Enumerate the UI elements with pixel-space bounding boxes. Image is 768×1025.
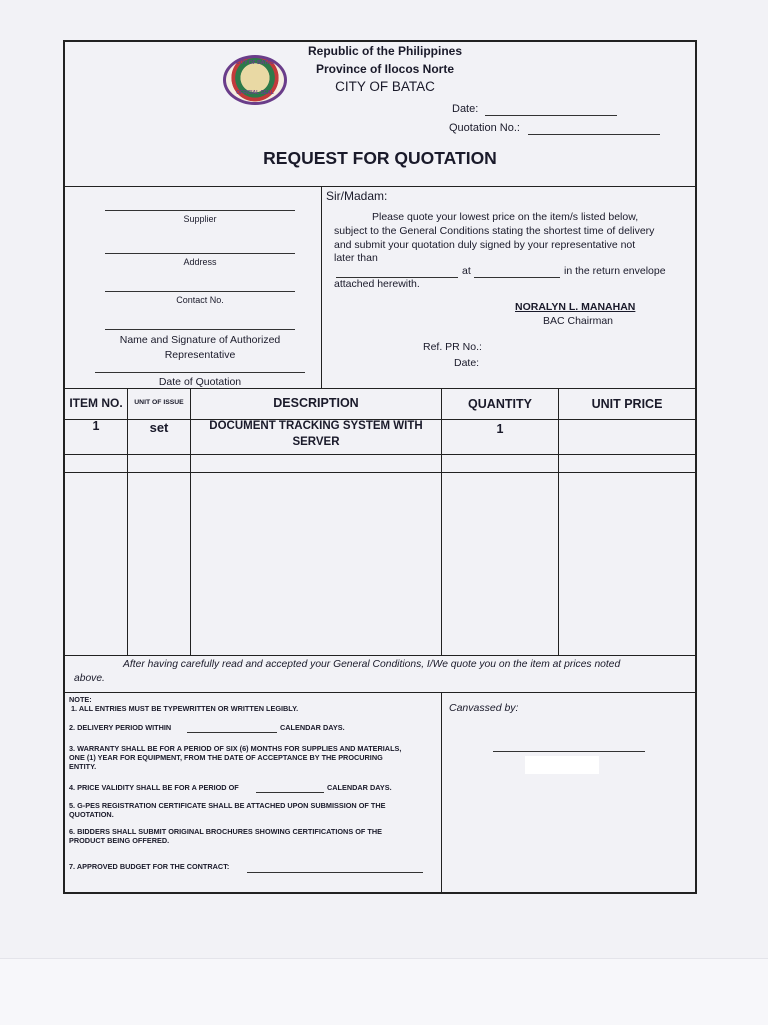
note-3b: ONE (1) YEAR FOR EQUIPMENT, FROM THE DATE OF ACCEPTANCE BY THE PROCURING — [69, 753, 383, 762]
address-label: Address — [183, 257, 217, 267]
note-4a: 4. PRICE VALIDITY SHALL BE FOR A PERIOD OF — [69, 783, 239, 792]
deadline-time-field[interactable] — [474, 277, 560, 278]
header-province: Province of Ilocos Norte — [315, 62, 455, 76]
note-2b: CALENDAR DAYS. — [280, 723, 345, 732]
letter-attached: attached herewith. — [334, 278, 420, 290]
date-of-quotation-label: Date of Quotation — [158, 376, 242, 388]
header-republic: Republic of the Philippines — [307, 44, 462, 58]
acceptance-line1: After having carefully read and accepted your General Conditions, I/We quote you on the item at prices noted — [123, 659, 621, 670]
letter-line1: Please quote your lowest price on the item/s listed below, — [372, 211, 639, 223]
divider — [65, 692, 695, 693]
authorized-label-line2: Representative — [164, 349, 236, 361]
divider — [65, 454, 695, 455]
contact-field[interactable] — [105, 291, 295, 292]
signatory-name: NORALYN L. MANAHAN — [515, 301, 636, 313]
seal-top-text: CITY OF BATAC — [236, 60, 274, 66]
address-field[interactable] — [105, 253, 295, 254]
note-3c: ENTITY. — [69, 762, 97, 771]
city-seal-icon — [223, 55, 287, 105]
date-field[interactable] — [485, 115, 617, 116]
row-quantity: 1 — [496, 422, 504, 436]
note-1: 1. ALL ENTRIES MUST BE TYPEWRITTEN OR WRITTEN LEGIBLY. — [71, 704, 299, 713]
note-3a: 3. WARRANTY SHALL BE FOR A PERIOD OF SIX (6) MONTHS FOR SUPPLIES AND MATERIALS, — [69, 744, 402, 753]
header-item-no: ITEM NO. — [69, 396, 123, 410]
quotation-no-field[interactable] — [528, 134, 660, 135]
canvasser-signature-field[interactable] — [493, 751, 645, 752]
authorized-label-line1: Name and Signature of Authorized — [119, 334, 281, 346]
divider — [441, 692, 442, 892]
rfq-form — [63, 40, 697, 894]
letter-line4: later than — [334, 252, 378, 264]
header-city: CITY OF BATAC — [335, 79, 435, 94]
notes-title: NOTE: — [69, 695, 92, 704]
letter-at: at — [462, 265, 471, 277]
supplier-field[interactable] — [105, 210, 295, 211]
header-description: DESCRIPTION — [273, 396, 359, 410]
authorized-signature-field[interactable] — [105, 329, 295, 330]
contact-label: Contact No. — [176, 295, 224, 305]
page-title: REQUEST FOR QUOTATION — [263, 148, 497, 168]
divider — [65, 186, 695, 187]
letter-line3: and submit your quotation duly signed by your representative not — [334, 239, 636, 251]
ref-date-label: Date: — [454, 357, 480, 369]
whiteout-patch — [525, 756, 599, 774]
delivery-period-field[interactable] — [187, 732, 277, 733]
note-2a: 2. DELIVERY PERIOD WITHIN — [69, 723, 172, 732]
note-5b: QUOTATION. — [69, 810, 114, 819]
signatory-title: BAC Chairman — [543, 315, 614, 327]
ref-pr-label: Ref. PR No.: — [423, 341, 482, 353]
letter-line2: subject to the General Conditions stating the shortest time of delivery — [334, 225, 655, 237]
approved-budget-field[interactable] — [247, 872, 423, 873]
date-label: Date: — [452, 103, 479, 115]
seal-bottom-text: OFFICIAL SEAL — [236, 90, 274, 96]
quotation-no-label: Quotation No.: — [449, 122, 520, 134]
row-item-no: 1 — [92, 419, 100, 433]
divider — [65, 388, 695, 389]
row-description-line2: SERVER — [292, 436, 340, 448]
price-validity-field[interactable] — [256, 792, 324, 793]
letter-return-envelope: in the return envelope — [564, 265, 666, 277]
header-quantity: QUANTITY — [468, 397, 532, 411]
canvassed-by-label: Canvassed by: — [449, 702, 519, 714]
header-unit-of-issue: UNIT OF ISSUE — [134, 399, 184, 406]
supplier-label: Supplier — [183, 214, 217, 224]
salutation: Sir/Madam: — [326, 189, 388, 203]
note-5a: 5. G-PES REGISTRATION CERTIFICATE SHALL BE ATTACHED UPON SUBMISSION OF THE — [69, 801, 386, 810]
note-6a: 6. BIDDERS SHALL SUBMIT ORIGINAL BROCHURES SHOWING CERTIFICATIONS OF THE — [69, 827, 382, 836]
divider — [65, 655, 695, 656]
row-description-line1: DOCUMENT TRACKING SYSTEM WITH — [209, 420, 423, 432]
acceptance-line2: above. — [74, 673, 105, 684]
divider — [321, 186, 322, 388]
note-6b: PRODUCT BEING OFFERED. — [69, 836, 170, 845]
note-7: 7. APPROVED BUDGET FOR THE CONTRACT: — [69, 862, 230, 871]
divider — [558, 388, 559, 655]
note-4b: CALENDAR DAYS. — [327, 783, 392, 792]
row-unit: set — [149, 420, 169, 435]
divider — [65, 472, 695, 473]
header-unit-price: UNIT PRICE — [591, 397, 663, 411]
date-of-quotation-field[interactable] — [95, 372, 305, 373]
scan-margin — [0, 958, 768, 1025]
